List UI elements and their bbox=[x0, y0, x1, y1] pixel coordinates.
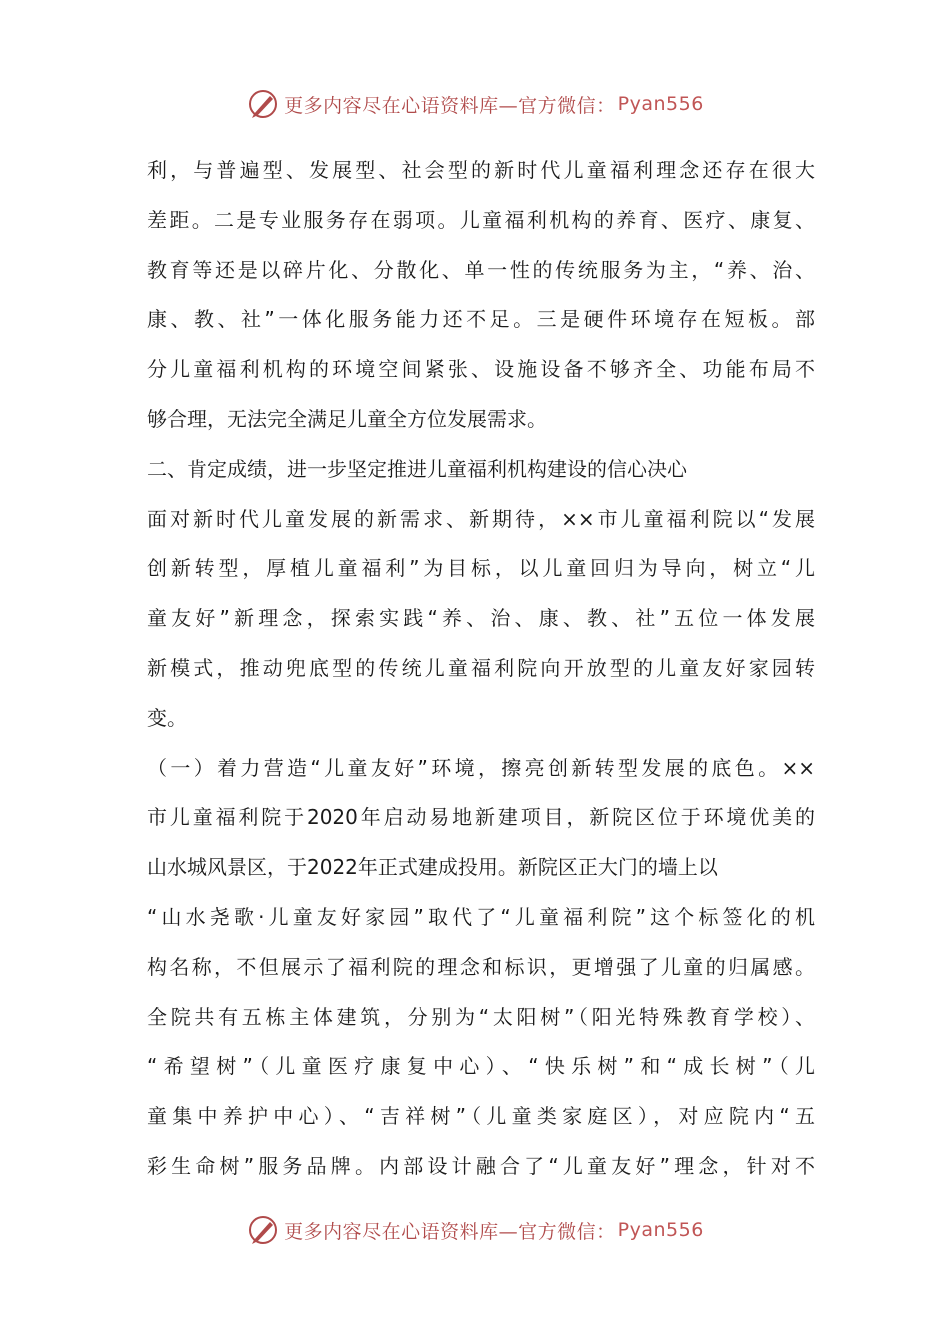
watermark-wechat-id: Pyan556 bbox=[617, 1219, 704, 1241]
body-line: 构名称，不但展示了福利院的理念和标识，更增强了儿童的归属感。 bbox=[147, 954, 815, 979]
watermark-text: 更多内容尽在心语资料库—官方微信： bbox=[284, 1220, 616, 1243]
watermark-text: 更多内容尽在心语资料库—官方微信： bbox=[284, 94, 616, 117]
body-line: 山水城风景区，于2022年正式建成投用。新院区正大门的墙上以 bbox=[147, 855, 718, 880]
body-line: 变。 bbox=[147, 705, 187, 730]
body-line: 教育等还是以碎片化、分散化、单一性的传统服务为主，“养、治、 bbox=[147, 257, 815, 282]
body-line: 童友好”新理念，探索实践“养、治、康、教、社”五位一体发展 bbox=[147, 606, 815, 631]
body-line: 新模式，推动兜底型的传统儿童福利院向开放型的儿童友好家园转 bbox=[147, 655, 815, 680]
body-line: 分儿童福利机构的环境空间紧张、设施设备不够齐全、功能布局不 bbox=[147, 357, 815, 382]
body-line: 够合理，无法完全满足儿童全方位发展需求。 bbox=[147, 406, 547, 431]
body-line: 利，与普遍型、发展型、社会型的新时代儿童福利理念还存在很大 bbox=[147, 158, 815, 182]
body-line: 市儿童福利院于2020年启动易地新建项目，新院区位于环境优美的 bbox=[147, 805, 815, 830]
body-line: 差距。二是专业服务存在弱项。儿童福利机构的养育、医疗、康复、 bbox=[147, 207, 815, 232]
body-line: 康、教、社”一体化服务能力还不足。三是硬件环境存在短板。部 bbox=[147, 307, 815, 332]
body-line: 彩生命树”服务品牌。内部设计融合了“儿童友好”理念，针对不 bbox=[147, 1153, 815, 1178]
section-heading: 二、肯定成绩，进一步坚定推进儿童福利机构建设的信心决心 bbox=[147, 456, 687, 481]
watermark-banner-top bbox=[0, 84, 950, 124]
body-line: “山水尧歌·儿童友好家园”取代了“儿童福利院”这个标签化的机 bbox=[147, 904, 815, 929]
body-line: 面对新时代儿童发展的新需求、新期待，××市儿童福利院以“发展 bbox=[147, 506, 815, 531]
document-body bbox=[147, 146, 815, 1192]
pen-logo-icon bbox=[246, 87, 280, 121]
pen-logo-icon bbox=[246, 1213, 280, 1247]
body-line: “希望树”（儿童医疗康复中心）、“快乐树”和“成长树”（儿 bbox=[147, 1054, 815, 1079]
subsection-heading-line: （一）着力营造“儿童友好”环境，擦亮创新转型发展的底色。×× bbox=[147, 755, 815, 780]
watermark-wechat-id: Pyan556 bbox=[617, 93, 704, 115]
body-line: 创新转型，厚植儿童福利”为目标，以儿童回归为导向，树立“儿 bbox=[147, 556, 815, 581]
body-line: 童集中养护中心）、“吉祥树”（儿童类家庭区），对应院内“五 bbox=[147, 1104, 815, 1129]
body-line: 全院共有五栋主体建筑，分别为“太阳树”（阳光特殊教育学校）、 bbox=[147, 1004, 815, 1029]
watermark-banner-bottom bbox=[0, 1210, 950, 1250]
